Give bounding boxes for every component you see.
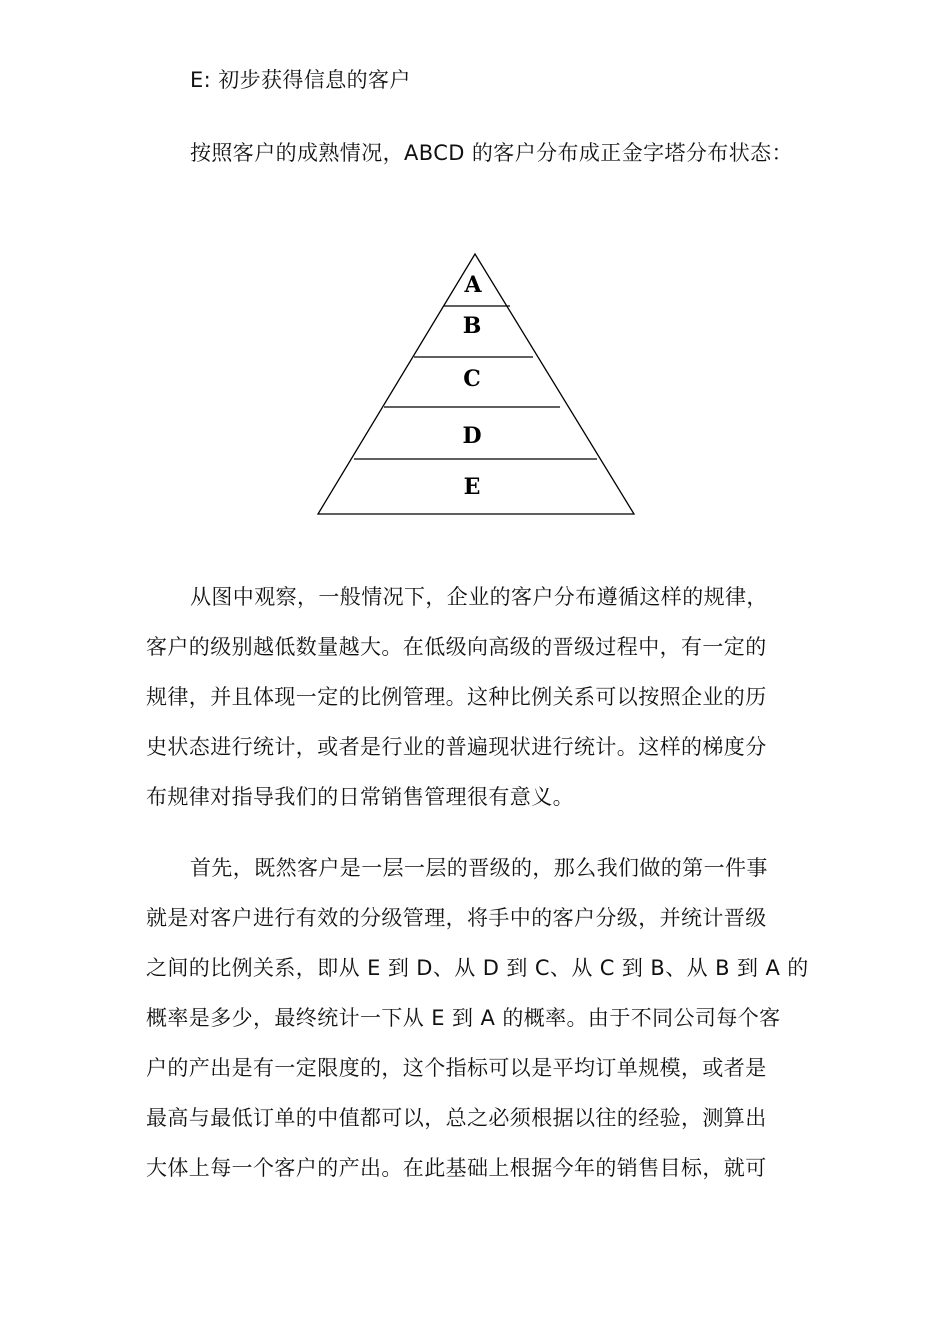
- pyramid-level-d: D: [462, 423, 482, 449]
- customer-pyramid-diagram: [300, 240, 650, 530]
- intro-line-1: E: 初步获得信息的客户: [190, 68, 411, 92]
- pyramid-level-c: C: [463, 366, 481, 392]
- paragraph-2-line-3: 之间的比例关系，即从 E 到 D、从 D 到 C、从 C 到 B、从 B 到 A 的: [146, 956, 809, 980]
- intro-line-2: 按照客户的成熟情况，ABCD 的客户分布成正金字塔分布状态：: [190, 141, 793, 165]
- pyramid-level-b: B: [462, 313, 482, 339]
- paragraph-2-line-1: 首先，既然客户是一层一层的晋级的，那么我们做的第一件事: [190, 856, 768, 880]
- paragraph-2-line-4: 概率是多少，最终统计一下从 E 到 A 的概率。由于不同公司每个客: [146, 1006, 781, 1030]
- paragraph-2-line-6: 最高与最低订单的中值都可以，总之必须根据以往的经验，测算出: [146, 1106, 767, 1130]
- paragraph-1-line-1: 从图中观察，一般情况下，企业的客户分布遵循这样的规律，: [190, 585, 768, 609]
- paragraph-1-line-4: 史状态进行统计，或者是行业的普遍现状进行统计。这样的梯度分: [146, 735, 767, 759]
- paragraph-1-line-2: 客户的级别越低数量越大。在低级向高级的晋级过程中，有一定的: [146, 635, 767, 659]
- pyramid-level-e: E: [463, 474, 481, 500]
- paragraph-2-line-7: 大体上每一个客户的产出。在此基础上根据今年的销售目标，就可: [146, 1156, 767, 1180]
- paragraph-1-line-3: 规律，并且体现一定的比例管理。这种比例关系可以按照企业的历: [146, 685, 767, 709]
- paragraph-2-line-5: 户的产出是有一定限度的，这个指标可以是平均订单规模，或者是: [146, 1056, 767, 1080]
- paragraph-1-line-5: 布规律对指导我们的日常销售管理很有意义。: [146, 785, 574, 809]
- pyramid-level-a: A: [464, 272, 482, 298]
- paragraph-2-line-2: 就是对客户进行有效的分级管理，将手中的客户分级，并统计晋级: [146, 906, 767, 930]
